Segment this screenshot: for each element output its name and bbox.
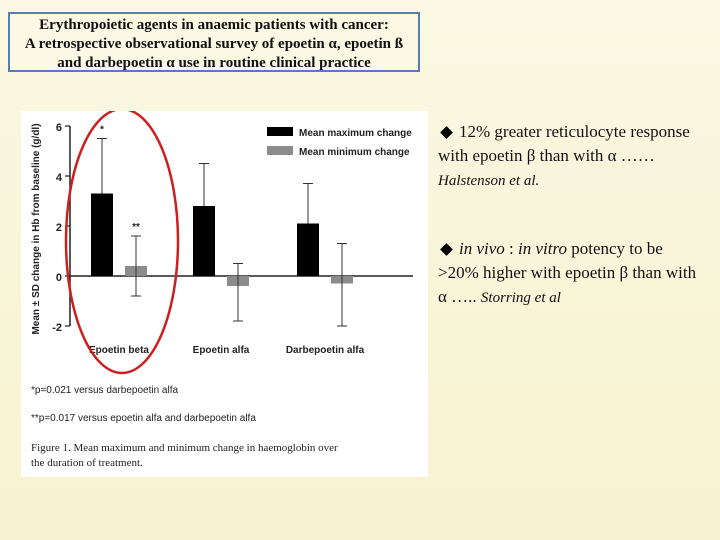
legend-swatch [267,127,293,136]
footnote: *p=0.021 versus darbepoetin alfa [31,385,179,396]
note-potency [438,237,706,310]
figure-caption-line-2: the duration of treatment. [31,457,143,469]
title-line-3: and darbepoetin α use in routine clinical practice [57,55,371,71]
figure-panel [21,111,428,477]
note-2-sep: : [504,239,519,258]
category-label: Epoetin alfa [192,345,250,356]
note-reticulocyte [438,120,706,193]
footnote: **p=0.017 versus epoetin alfa and darbepoetin alfa [31,413,256,424]
y-tick-label: -2 [52,322,62,334]
y-tick-label: 4 [55,172,62,184]
title-line-1: Erythropoietic agents in anaemic patients with cancer: [39,17,389,33]
y-tick-label: 6 [55,122,62,134]
figure-caption-line-1: Figure 1. Mean maximum and minimum change in haemoglobin over [31,442,338,454]
category-label: Darbepoetin alfa [285,345,365,356]
y-tick-label: 2 [55,222,62,234]
bar-max [193,206,215,276]
legend-swatch [267,146,293,155]
notes-panel [438,120,706,354]
bar-max [91,194,113,277]
diamond-bullet-icon [440,243,453,256]
highlight-ellipse [66,111,178,373]
legend-label: Mean minimum change [299,147,410,158]
y-axis-label: Mean ± SD change in Hb from baseline (g/dl) [31,123,42,335]
diamond-bullet-icon [440,126,453,139]
note-1-text: 12% greater reticulocyte response with epoetin β than with α …… [438,122,690,165]
slide-title-box [8,12,420,72]
title-line-2: A retrospective observational survey of epoetin α, epoetin ß [24,36,404,52]
y-tick-label: 0 [55,272,62,284]
note-2-text: potency to be >20% higher with epoetin β than with α ….. [438,239,697,306]
significance-marker: * [100,124,104,136]
note-2-citation: Storring et al [480,290,561,306]
bar-max [297,224,319,277]
significance-marker: ** [132,222,140,233]
note-1-citation: Halstenson et al. [438,173,540,189]
legend-label: Mean maximum change [299,128,412,139]
note-2-in-vitro: in vitro [518,239,567,258]
category-label: Epoetin beta [88,345,150,356]
bar-chart [21,111,428,477]
note-2-in-vivo: in vivo [459,239,505,258]
